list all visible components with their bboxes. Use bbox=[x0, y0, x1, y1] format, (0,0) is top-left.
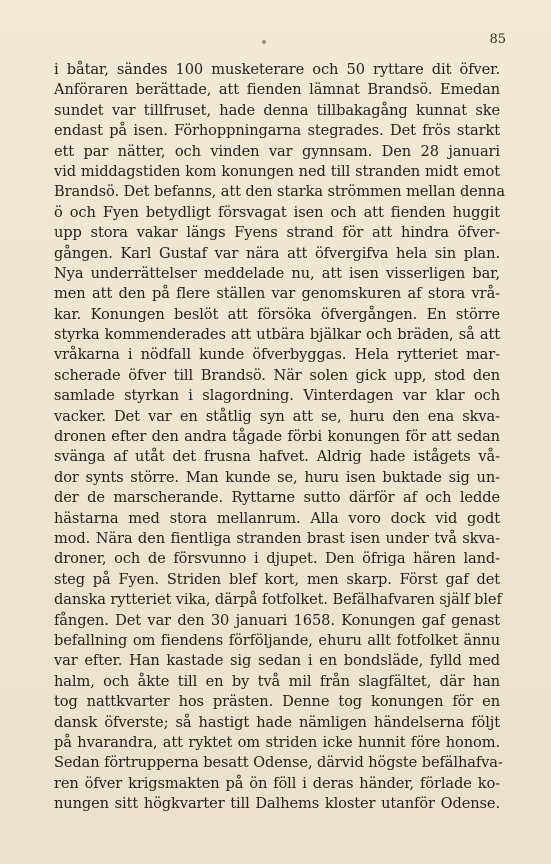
text-line: mod. Nära den fientliga stranden brast isen under två skva- bbox=[54, 529, 500, 547]
text-line: fången. Det var den 30 januari 1658. Konungen gaf genast bbox=[54, 611, 500, 629]
text-line: på hvarandra, att ryktet om striden icke hunnit före honom. bbox=[54, 733, 500, 751]
text-line: halm, och åkte till en by två mil från slagfältet, där han bbox=[54, 672, 500, 690]
text-line: der de marscherande. Ryttarne sutto därför af och ledde bbox=[54, 489, 500, 507]
text-line: men att den på flere ställen var genomskuren af stora vrå- bbox=[54, 285, 500, 303]
text-line: droner, och de försvunno i djupet. Den öfriga hären land- bbox=[54, 550, 500, 568]
paper-speck bbox=[262, 40, 266, 44]
text-line: styrka kommenderades att utbära bjälkar och bräden, så att bbox=[54, 326, 500, 344]
text-line: dronen efter den andra tågade förbi konungen för att sedan bbox=[54, 428, 500, 446]
text-line: vacker. Det var en ståtlig syn att se, huru den ena skva- bbox=[54, 407, 500, 425]
text-line: upp stora vakar längs Fyens strand för att hindra öfver- bbox=[54, 224, 500, 242]
text-line: dor synts större. Man kunde se, huru isen buktade sig un- bbox=[54, 468, 500, 486]
body-text bbox=[54, 60, 505, 814]
text-line: endast på isen. Förhoppningarna stegrades. Det frös starkt bbox=[54, 122, 500, 140]
text-line: scherade öfver till Brandsö. När solen gick upp, stod den bbox=[54, 366, 500, 384]
text-line: var efter. Han kastade sig sedan i en bondsläde, fylld med bbox=[54, 652, 500, 670]
text-line: gången. Karl Gustaf var nära att öfvergifva hela sin plan. bbox=[54, 244, 500, 262]
page-number: 85 bbox=[489, 32, 506, 47]
text-line: ren öfver krigsmakten på ön föll i deras händer, förlade ko- bbox=[54, 774, 500, 792]
text-line: hästarna med stora mellanrum. Alla voro dock vid godt bbox=[54, 509, 500, 527]
text-line: vråkarna i nödfall kunde öfverbyggas. Hela rytteriet mar- bbox=[54, 346, 500, 364]
text-line: tog nattkvarter hos prästen. Denne tog konungen för en bbox=[54, 693, 500, 711]
text-line: ö och Fyen betydligt försvagat isen och att fienden huggit bbox=[54, 203, 500, 221]
text-line: vid middagstiden kom konungen ned till stranden midt emot bbox=[54, 162, 500, 180]
text-line: Anföraren berättade, att fienden lämnat Brandsö. Emedan bbox=[54, 81, 500, 99]
text-line: kar. Konungen beslöt att försöka öfvergången. En större bbox=[54, 305, 500, 323]
text-line: danska rytteriet vika, därpå fotfolket. Befälhafvaren själf blef bbox=[54, 591, 502, 609]
text-line: i båtar, sändes 100 musketerare och 50 ryttare dit öfver. bbox=[54, 61, 500, 78]
text-line: Brandsö. Det befanns, att den starka strömmen mellan denna bbox=[54, 183, 505, 201]
text-line: Nya underrättelser meddelade nu, att isen visserligen bar, bbox=[54, 264, 500, 282]
text-line: ett par nätter, och vinden var gynnsam. Den 28 januari bbox=[54, 142, 500, 160]
text-line: samlade styrkan i slagordning. Vinterdagen var klar och bbox=[54, 387, 500, 405]
text-line: sundet var tillfruset, hade denna tillbakagång kunnat ske bbox=[54, 101, 500, 119]
text-line: svänga af utåt det frusna hafvet. Aldrig hade istågets vå- bbox=[54, 448, 500, 466]
text-line: steg på Fyen. Striden blef kort, men skarp. Först gaf det bbox=[54, 570, 500, 588]
text-line: dansk öfverste; så hastigt hade nämligen händelserna följt bbox=[54, 713, 500, 731]
text-line: nungen sitt högkvarter till Dalhems kloster utanför Odense. bbox=[54, 795, 500, 813]
text-line: Sedan förtrupperna besatt Odense, därvid högste befälhafva- bbox=[54, 754, 503, 772]
text-line: befallning om fiendens förföljande, ehuru allt fotfolket ännu bbox=[54, 631, 500, 649]
